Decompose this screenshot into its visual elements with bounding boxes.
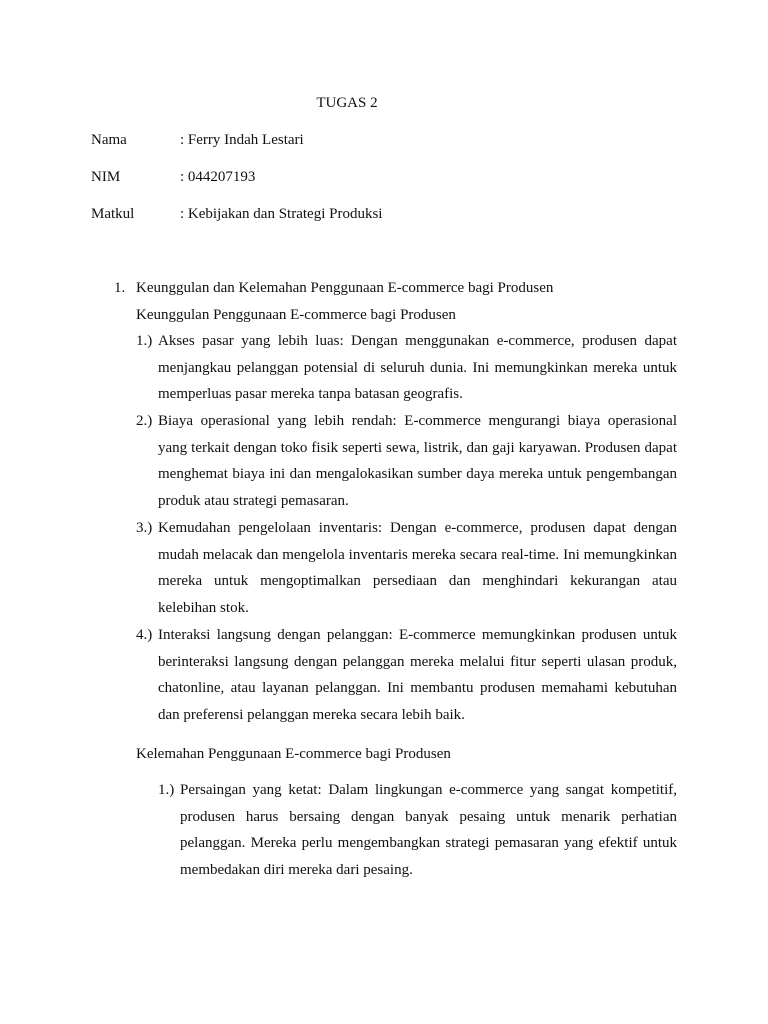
- advantage-item: [136, 622, 677, 729]
- section-heading: Keunggulan dan Kelemahan Penggunaan E-commerce bagi Produsen: [136, 280, 554, 296]
- list-number: 4.): [136, 627, 153, 643]
- list-item-text: Persaingan yang ketat: Dalam lingkungan e-commerce yang sangat kompetitif, produsen harus bersaing dengan banyak pesaing untuk menarik perhatian pelanggan. Mereka perlu mengembangkan strategi pemasaran yang efektif untuk membedakan diri mereka dari pesaing.: [180, 782, 677, 879]
- advantage-item: [136, 515, 677, 622]
- list-item-text: Interaksi langsung dengan pelanggan: E-commerce memungkinkan produsen untuk berinteraksi langsung dengan pelanggan mereka melalui fitur seperti ulasan produk, chatonline, atau layanan pelanggan. Ini membantu produsen memahami kebutuhan dan preferensi pelanggan mereka secara lebih baik.: [158, 627, 677, 724]
- disadvantages-subheading: Kelemahan Penggunaan E-commerce bagi Produsen: [136, 746, 451, 762]
- list-item-text: Akses pasar yang lebih luas: Dengan menggunakan e-commerce, produsen dapat menjangkau pelanggan potensial di seluruh dunia. Ini memungkinkan mereka untuk memperluas pasar mereka tanpa batasan geografis.: [158, 333, 677, 403]
- info-label-matkul: Matkul: [91, 206, 135, 222]
- disadvantage-item: [158, 777, 677, 884]
- advantage-item: [136, 408, 677, 515]
- info-value-matkul: : Kebijakan dan Strategi Produksi: [180, 206, 383, 222]
- info-value-nim: : 044207193: [180, 169, 256, 185]
- info-label-nama: Nama: [91, 132, 127, 148]
- advantage-item: [136, 328, 677, 408]
- list-number: 1.): [158, 782, 175, 798]
- list-item-text: Biaya operasional yang lebih rendah: E-commerce mengurangi biaya operasional yang terkait dengan toko fisik seperti sewa, listrik, dan gaji karyawan. Produsen dapat menghemat biaya ini dan mengalokasikan sumber daya mereka untuk pengembangan produk atau strategi pemasaran.: [158, 413, 677, 510]
- advantages-subheading: Keunggulan Penggunaan E-commerce bagi Produsen: [136, 307, 456, 323]
- list-number: 2.): [136, 413, 153, 429]
- list-number: 3.): [136, 520, 153, 536]
- list-number: 1.): [136, 333, 153, 349]
- info-value-nama: : Ferry Indah Lestari: [180, 132, 304, 148]
- document-title: TUGAS 2: [316, 95, 378, 111]
- list-item-text: Kemudahan pengelolaan inventaris: Dengan e-commerce, produsen dapat dengan mudah melacak dan mengelola inventaris mereka secara real-time. Ini memungkinkan mereka untuk mengoptimalkan persediaan dan menghindari kekurangan atau kelebihan stok.: [158, 520, 677, 617]
- section-number: 1.: [114, 280, 126, 296]
- info-label-nim: NIM: [91, 169, 121, 185]
